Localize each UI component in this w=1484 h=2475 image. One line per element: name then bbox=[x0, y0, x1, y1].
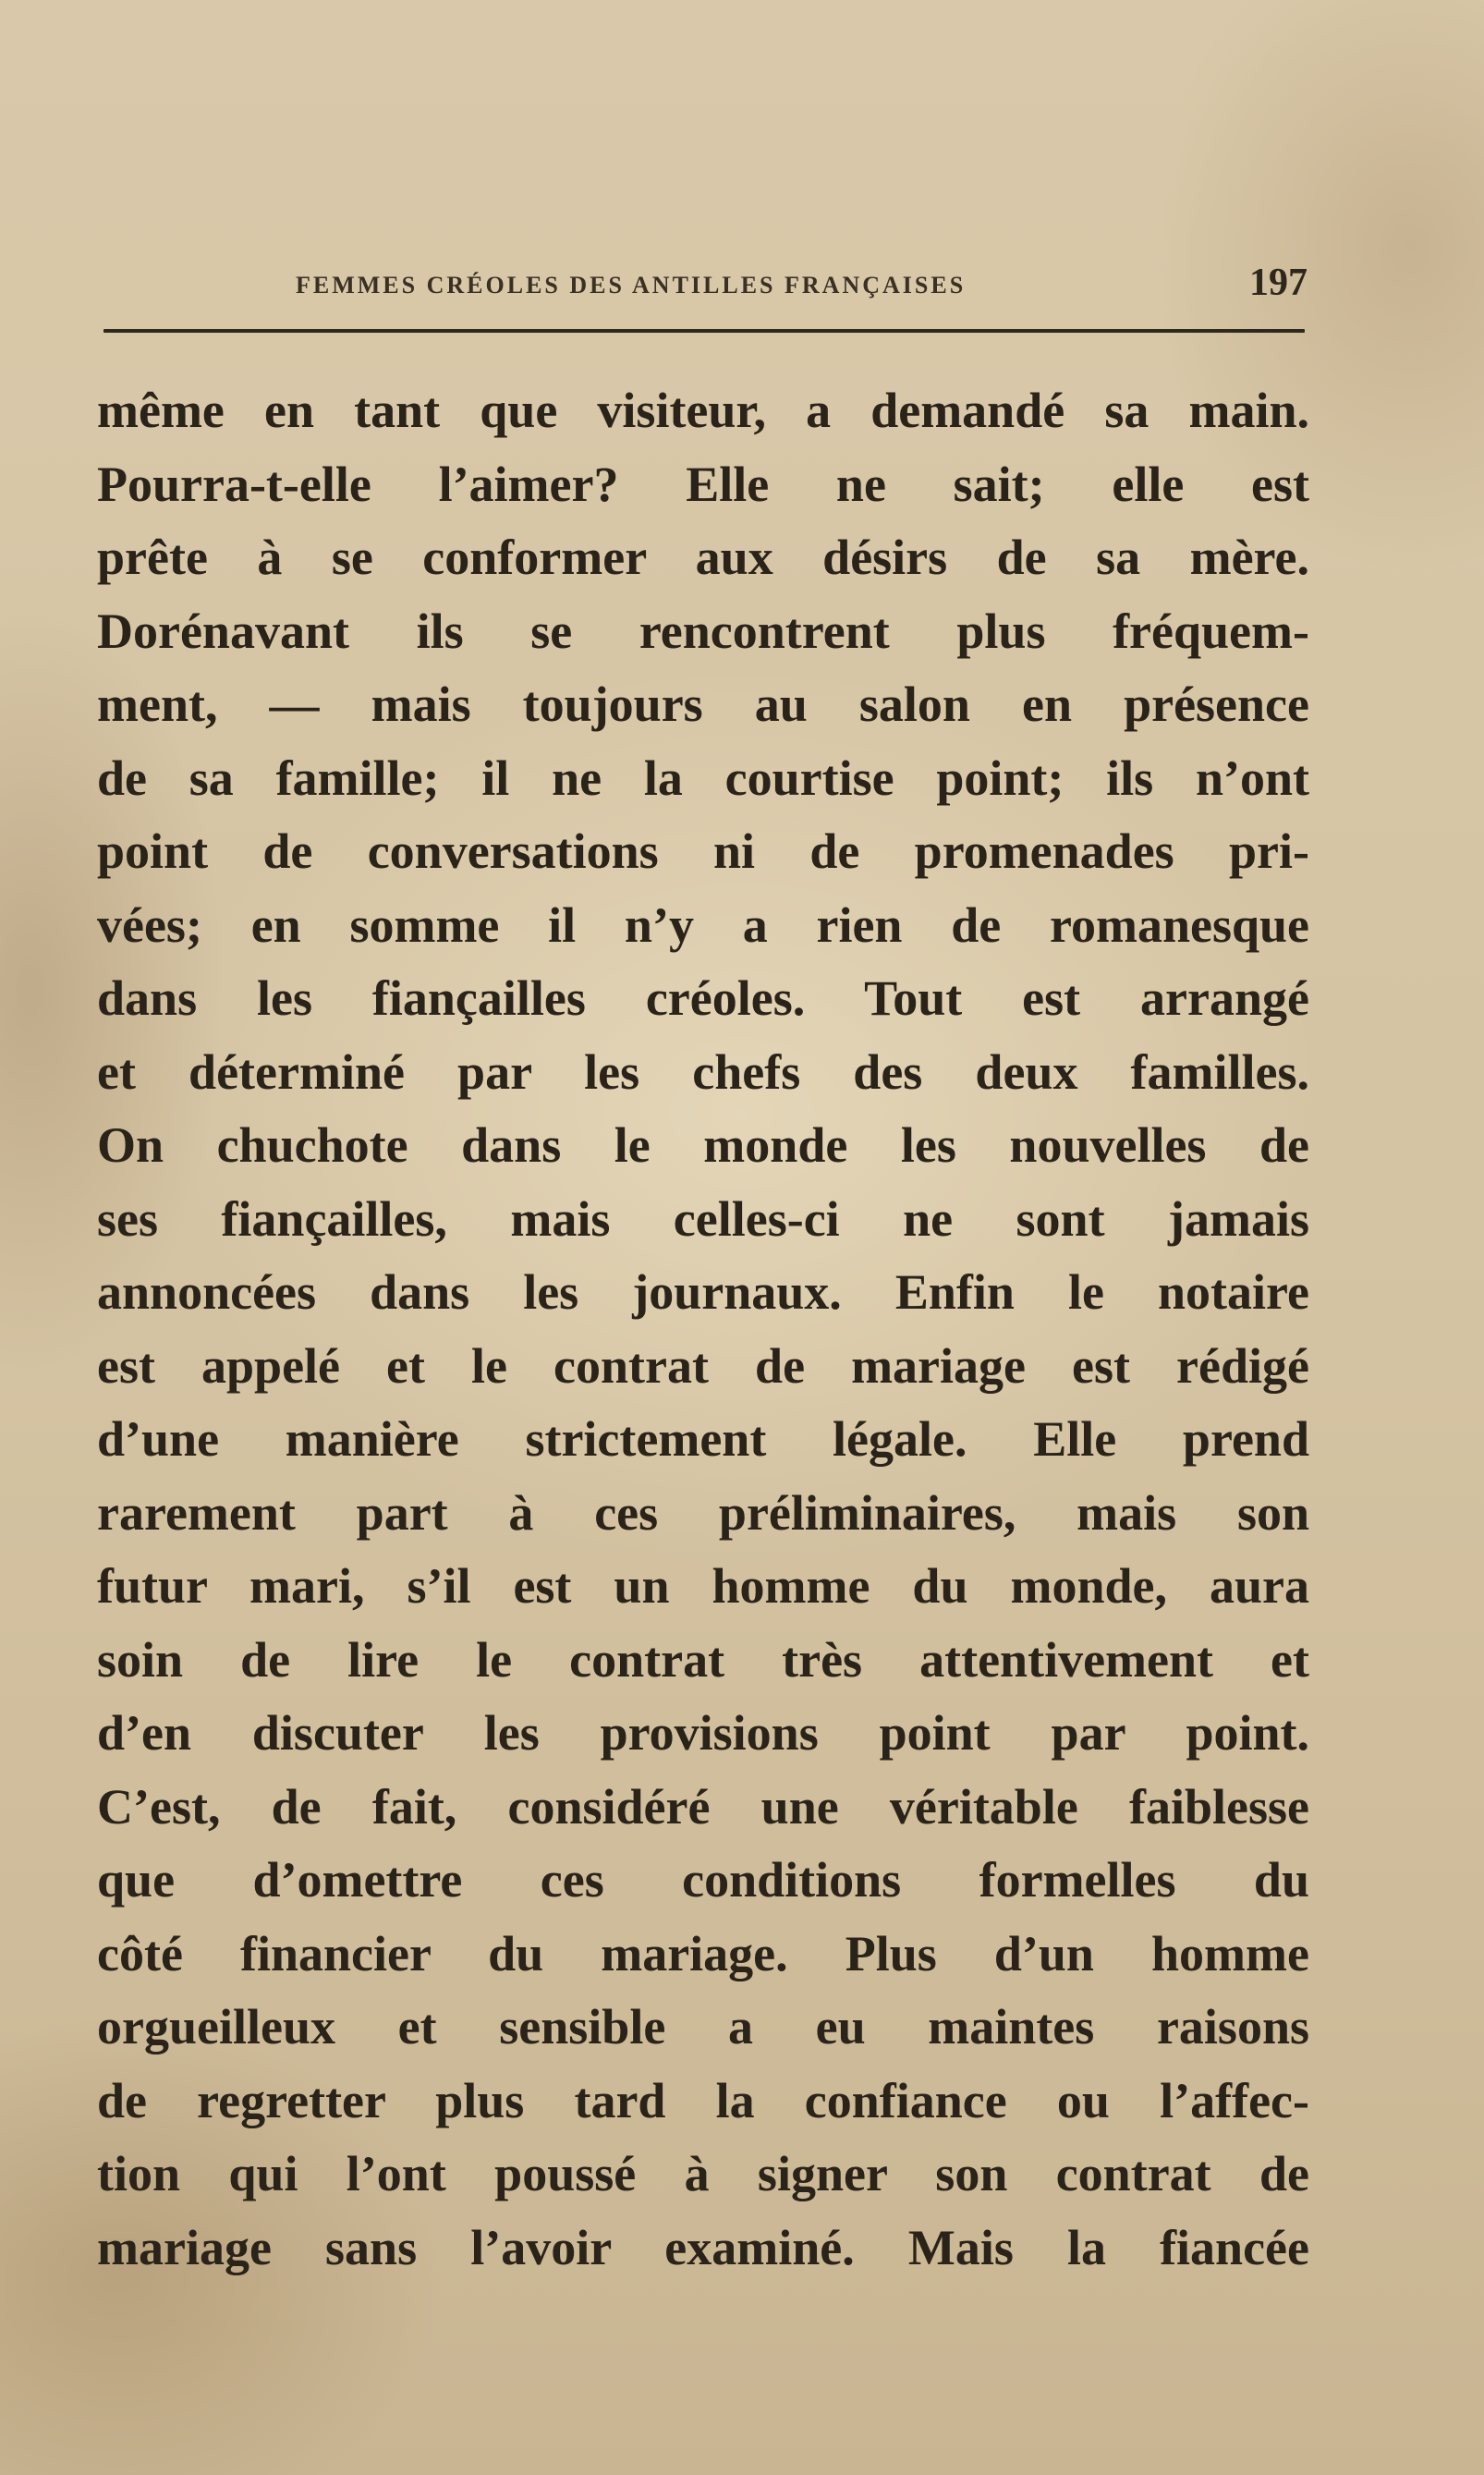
text-line: orgueilleux et sensible a eu maintes raisons bbox=[97, 1999, 1309, 2054]
text-line: futur mari, s’il est un homme du monde, aura bbox=[97, 1558, 1309, 1614]
text-line: de regretter plus tard la confiance ou l’affec- bbox=[97, 2072, 1309, 2128]
text-line: rarement part à ces préliminaires, mais son bbox=[97, 1484, 1309, 1541]
text-line: ses fiançailles, mais celles-ci ne sont jamais bbox=[97, 1190, 1309, 1247]
text-line: de sa famille; il ne la courtise point; ils n’ont bbox=[97, 750, 1309, 806]
text-line: annoncées dans les journaux. Enfin le notaire bbox=[97, 1264, 1309, 1320]
text-line: ment, — mais toujours au salon en présence bbox=[97, 677, 1309, 732]
text-line: prête à se conformer aux désirs de sa mère. bbox=[97, 530, 1309, 585]
text-line: côté financier du mariage. Plus d’un homme bbox=[97, 1925, 1309, 1981]
text-line: d’en discuter les provisions point par point. bbox=[97, 1705, 1309, 1761]
text-line: tion qui l’ont poussé à signer son contrat de bbox=[97, 2146, 1309, 2201]
text-line: mariage sans l’avoir examiné. Mais la fiancée bbox=[97, 2219, 1309, 2275]
text-line: est appelé et le contrat de mariage est rédigé bbox=[97, 1337, 1309, 1394]
page-number: 197 bbox=[1249, 262, 1308, 304]
text-line: dans les fiançailles créoles. Tout est arrangé bbox=[97, 970, 1309, 1026]
text-line: vées; en somme il n’y a rien de romanesque bbox=[97, 896, 1309, 953]
text-line: même en tant que visiteur, a demandé sa main. bbox=[97, 383, 1309, 438]
text-line: Dorénavant ils se rencontrent plus fréquem- bbox=[97, 603, 1309, 659]
text-line: point de conversations ni de promenades pri- bbox=[97, 823, 1309, 879]
body-text bbox=[97, 374, 1309, 2285]
running-head bbox=[97, 259, 1309, 314]
text-line: On chuchote dans le monde les nouvelles de bbox=[97, 1117, 1309, 1173]
header-rule bbox=[103, 329, 1305, 333]
running-title: FEMMES CRÉOLES DES ANTILLES FRANÇAISES bbox=[296, 272, 967, 299]
text-line: C’est, de fait, considéré une véritable faiblesse bbox=[97, 1778, 1309, 1835]
text-line: d’une manière strictement légale. Elle prend bbox=[97, 1411, 1309, 1467]
text-line: que d’omettre ces conditions formelles du bbox=[97, 1852, 1309, 1908]
text-line: et déterminé par les chefs des deux familles. bbox=[97, 1043, 1309, 1100]
text-line: Pourra-t-elle l’aimer? Elle ne sait; elle est bbox=[97, 456, 1309, 512]
text-line: soin de lire le contrat très attentivement et bbox=[97, 1631, 1309, 1688]
